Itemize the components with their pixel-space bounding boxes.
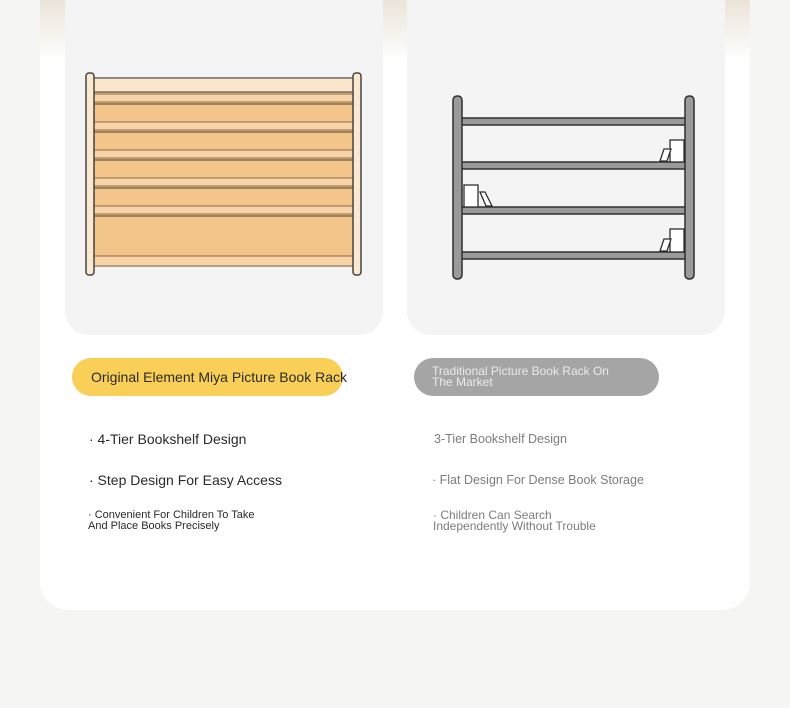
traditional-rack-title-badge — [414, 358, 659, 396]
traditional-rack-illustration — [407, 0, 725, 335]
miya-feature-step-design: · Step Design For Easy Access — [89, 472, 282, 488]
traditional-feature-search-line2: Independently Without Trouble — [433, 519, 596, 533]
miya-rack-illustration — [65, 0, 383, 335]
traditional-rack-image-panel — [407, 0, 725, 335]
traditional-feature-search — [433, 510, 596, 532]
traditional-feature-search-line1: · Children Can Search — [433, 508, 552, 522]
traditional-rack-title-line1: Traditional Picture Book Rack On — [432, 364, 609, 378]
miya-feature-tiers: · 4-Tier Bookshelf Design — [89, 431, 247, 447]
traditional-rack-title-line2: The Market — [432, 375, 493, 389]
traditional-rack-title — [432, 366, 632, 388]
miya-rack-title: Original Element Miya Picture Book Rack — [91, 369, 347, 385]
miya-feature-convenient-line1: · Convenient For Children To Take — [88, 509, 255, 521]
miya-feature-convenient — [88, 510, 255, 532]
traditional-feature-tiers: 3-Tier Bookshelf Design — [434, 432, 567, 446]
miya-rack-title-badge — [72, 358, 347, 396]
miya-rack-image-panel — [65, 0, 383, 335]
miya-feature-convenient-line2: And Place Books Precisely — [88, 520, 220, 532]
traditional-feature-flat-design: · Flat Design For Dense Book Storage — [432, 473, 644, 487]
